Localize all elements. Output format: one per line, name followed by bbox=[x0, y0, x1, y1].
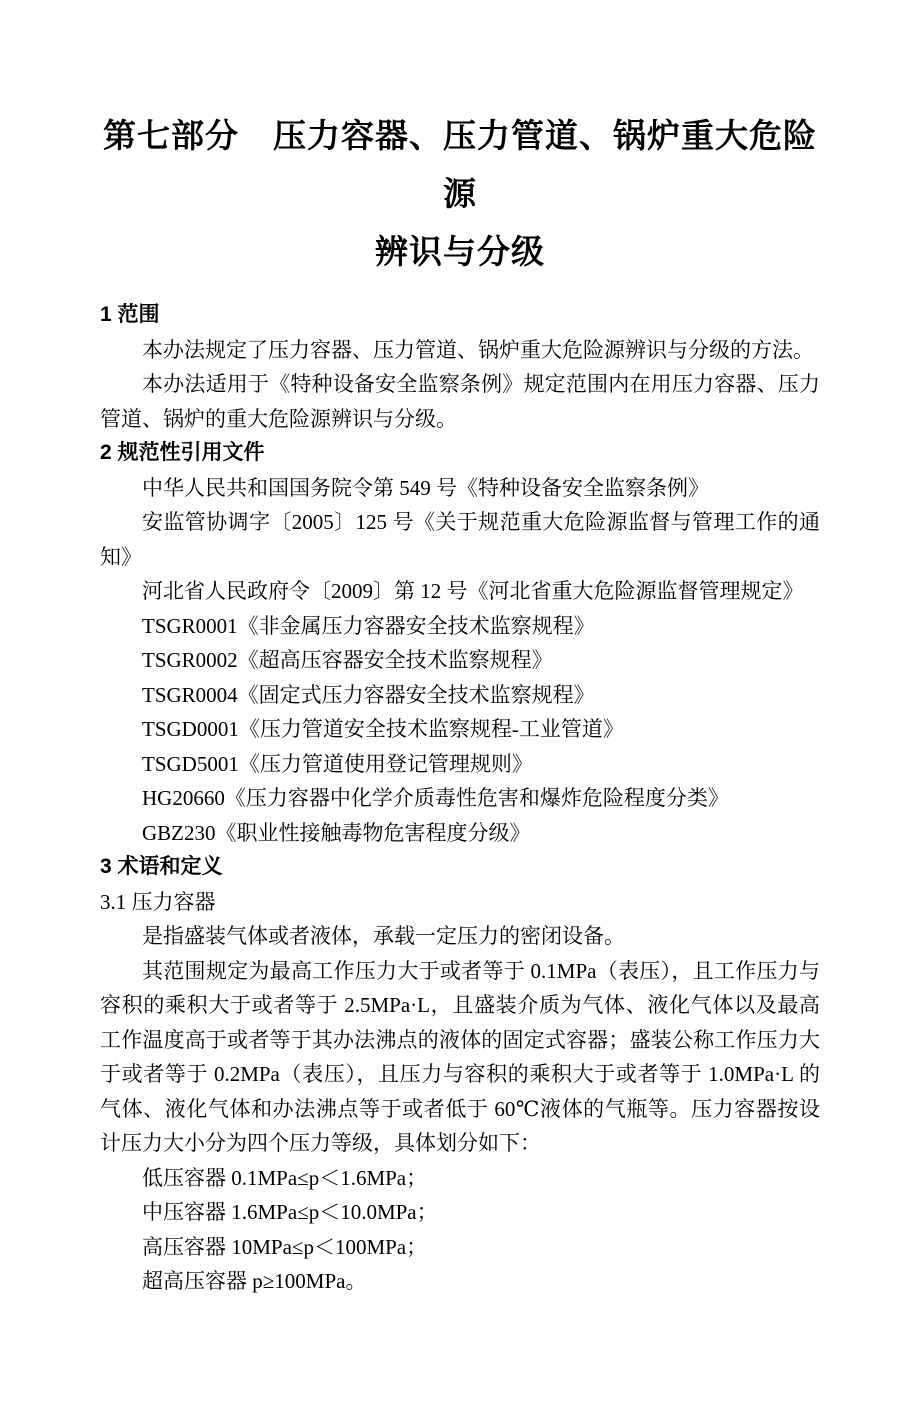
paragraph: 其范围规定为最高工作压力大于或者等于 0.1MPa（表压），且工作压力与容积的乘积大于或者等于 2.5MPa·L，且盛装介质为气体、液化气体以及最高工作温度高于或者等于其办法沸点的液体的固定式容器；盛装公称工作压力大于或者等于 0.2MPa（表压），且压力与容积的乘积大于或者等于 1.0MPa·L 的气体、液化气体和办法沸点等于或者低于 60℃液体的气瓶等。压力容器按设计压力大小分为四个压力等级，具体划分如下： bbox=[100, 958, 820, 1155]
document-page bbox=[0, 107, 920, 1409]
reference-item: TSGR0001《非金属压力容器安全技术监察规程》 bbox=[142, 613, 595, 638]
document-title-line1: 第七部分 压力容器、压力管道、锅炉重大危险源 bbox=[103, 117, 817, 212]
reference-item: TSGR0004《固定式压力容器安全技术监察规程》 bbox=[142, 682, 595, 707]
paragraph: 是指盛装气体或者液体，承载一定压力的密闭设备。 bbox=[142, 924, 625, 948]
pressure-grade-item-medium: 中压容器 1.6MPa≤p＜10.0MPa； bbox=[142, 1200, 438, 1224]
reference-item: TSGR0002《超高压容器安全技术监察规程》 bbox=[142, 648, 553, 672]
reference-item: 安监管协调字〔2005〕125 号《关于规范重大危险源监督与管理工作的通知》 bbox=[100, 510, 820, 569]
reference-item: HG20660《压力容器中化学介质毒性危害和爆炸危险程度分类》 bbox=[142, 786, 729, 810]
section-heading-references: 2 规范性引用文件 bbox=[100, 441, 265, 464]
reference-item: 河北省人民政府令〔2009〕第 12 号《河北省重大危险源监督管理规定》 bbox=[142, 579, 804, 603]
paragraph: 本办法适用于《特种设备安全监察条例》规定范围内在用压力容器、压力管道、锅炉的重大危险源辨识与分级。 bbox=[100, 372, 820, 431]
section-heading-terms: 3 术语和定义 bbox=[100, 855, 223, 878]
section-heading-scope: 1 范围 bbox=[100, 303, 160, 326]
pressure-grade-item-ultra: 超高压容器 p≥100MPa。 bbox=[142, 1269, 367, 1293]
pressure-grade-item-high: 高压容器 10MPa≤p＜100MPa； bbox=[142, 1234, 428, 1259]
paragraph: 本办法规定了压力容器、压力管道、锅炉重大危险源辨识与分级的方法。 bbox=[142, 337, 814, 362]
document-body bbox=[100, 298, 820, 1299]
reference-item: 中华人民共和国国务院令第 549 号《特种设备安全监察条例》 bbox=[142, 475, 709, 500]
reference-item: TSGD5001《压力管道使用登记管理规则》 bbox=[142, 751, 533, 776]
pressure-grade-item-low: 低压容器 0.1MPa≤p＜1.6MPa； bbox=[142, 1165, 428, 1190]
document-title-line2: 辨识与分级 bbox=[375, 233, 545, 270]
document-title bbox=[100, 107, 820, 281]
subsection-heading-vessel: 3.1 压力容器 bbox=[100, 889, 216, 914]
reference-item: TSGD0001《压力管道安全技术监察规程-工业管道》 bbox=[142, 717, 624, 741]
reference-item: GBZ230《职业性接触毒物危害程度分级》 bbox=[142, 820, 531, 845]
